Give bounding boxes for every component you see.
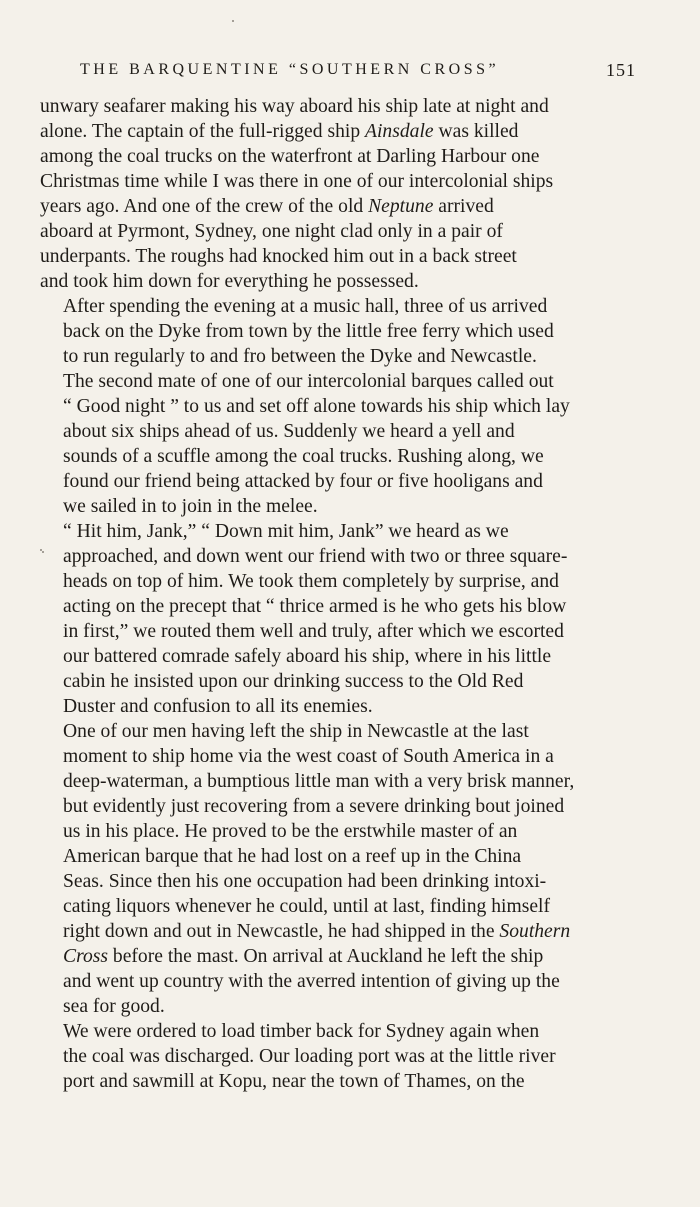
text-line: alone. The captain of the full-rigged ship Ainsdale was killed bbox=[40, 121, 519, 142]
text-line: After spending the evening at a music hall, three of us arrived bbox=[63, 296, 548, 317]
text-line: Duster and confusion to all its enemies. bbox=[63, 696, 373, 717]
text-line: “ Hit him, Jank,” “ Down mit him, Jank” we heard as we bbox=[63, 521, 509, 542]
text-line: Seas. Since then his one occupation had been drinking intoxi- bbox=[63, 871, 547, 892]
ship-name: Ainsdale bbox=[365, 121, 434, 142]
paragraph bbox=[40, 1019, 636, 1094]
text-line: “ Good night ” to us and set off alone towards his ship which lay bbox=[63, 396, 570, 417]
paragraph bbox=[40, 94, 636, 294]
text-line: deep-waterman, a bumptious little man with a very brisk manner, bbox=[63, 771, 575, 792]
text-line: about six ships ahead of us. Suddenly we heard a yell and bbox=[63, 421, 515, 442]
text-line: sea for good. bbox=[63, 996, 165, 1017]
text-line: acting on the precept that “ thrice armed is he who gets his blow bbox=[63, 596, 567, 617]
running-header bbox=[40, 56, 636, 84]
text-line: moment to ship home via the west coast of South America in a bbox=[63, 746, 554, 767]
text-line: aboard at Pyrmont, Sydney, one night clad only in a pair of bbox=[40, 221, 503, 242]
text-line: American barque that he had lost on a reef up in the China bbox=[63, 846, 522, 867]
text-line: among the coal trucks on the waterfront at Darling Harbour one bbox=[40, 146, 540, 167]
text-line: in first,” we routed them well and truly, after which we escorted bbox=[63, 621, 564, 642]
text-line: underpants. The roughs had knocked him out in a back street bbox=[40, 246, 517, 267]
paragraph bbox=[40, 294, 636, 519]
paragraph bbox=[40, 519, 636, 719]
text-line: The second mate of one of our intercolonial barques called out bbox=[63, 371, 554, 392]
text-line: we sailed in to join in the melee. bbox=[63, 496, 318, 517]
text-line: us in his place. He proved to be the erstwhile master of an bbox=[63, 821, 518, 842]
text-line: the coal was discharged. Our loading port was at the little river bbox=[63, 1046, 556, 1067]
text-line: found our friend being attacked by four or five hooligans and bbox=[63, 471, 543, 492]
ship-name: Cross bbox=[63, 946, 109, 967]
text-line: One of our men having left the ship in Newcastle at the last bbox=[63, 721, 529, 742]
text-line: and took him down for everything he possessed. bbox=[40, 271, 419, 292]
text-line: but evidently just recovering from a severe drinking bout joined bbox=[63, 796, 565, 817]
text-line: heads on top of him. We took them completely by surprise, and bbox=[63, 571, 559, 592]
text-line: unwary seafarer making his way aboard his ship late at night and bbox=[40, 96, 549, 117]
text-line: We were ordered to load timber back for Sydney again when bbox=[63, 1021, 540, 1042]
ship-name: Southern bbox=[499, 921, 571, 942]
page-number: 151 bbox=[606, 60, 636, 80]
ship-name: Neptune bbox=[368, 196, 434, 217]
paragraph bbox=[40, 719, 636, 1019]
text-line: right down and out in Newcastle, he had shipped in the Southern bbox=[63, 921, 571, 942]
text-line: port and sawmill at Kopu, near the town of Thames, on the bbox=[63, 1071, 525, 1092]
text-line: Christmas time while I was there in one of our intercolonial ships bbox=[40, 171, 554, 192]
running-title: THE BARQUENTINE “SOUTHERN CROSS” bbox=[80, 61, 500, 78]
text-line: years ago. And one of the crew of the old Neptune arrived bbox=[40, 196, 494, 217]
body-text bbox=[40, 94, 636, 1094]
text-line: back on the Dyke from town by the little free ferry which used bbox=[63, 321, 554, 342]
text-line: approached, and down went our friend with two or three square- bbox=[63, 546, 568, 567]
text-line: our battered comrade safely aboard his ship, where in his little bbox=[63, 646, 552, 667]
paper-speck bbox=[232, 20, 234, 22]
text-line: sounds of a scuffle among the coal trucks. Rushing along, we bbox=[63, 446, 544, 467]
text-line: Cross before the mast. On arrival at Auckland he left the ship bbox=[63, 946, 544, 967]
text-line: cating liquors whenever he could, until at last, finding himself bbox=[63, 896, 551, 917]
text-line: to run regularly to and fro between the Dyke and Newcastle. bbox=[63, 346, 537, 367]
text-line: cabin he insisted upon our drinking success to the Old Red bbox=[63, 671, 524, 692]
text-line: and went up country with the averred intention of giving up the bbox=[63, 971, 560, 992]
